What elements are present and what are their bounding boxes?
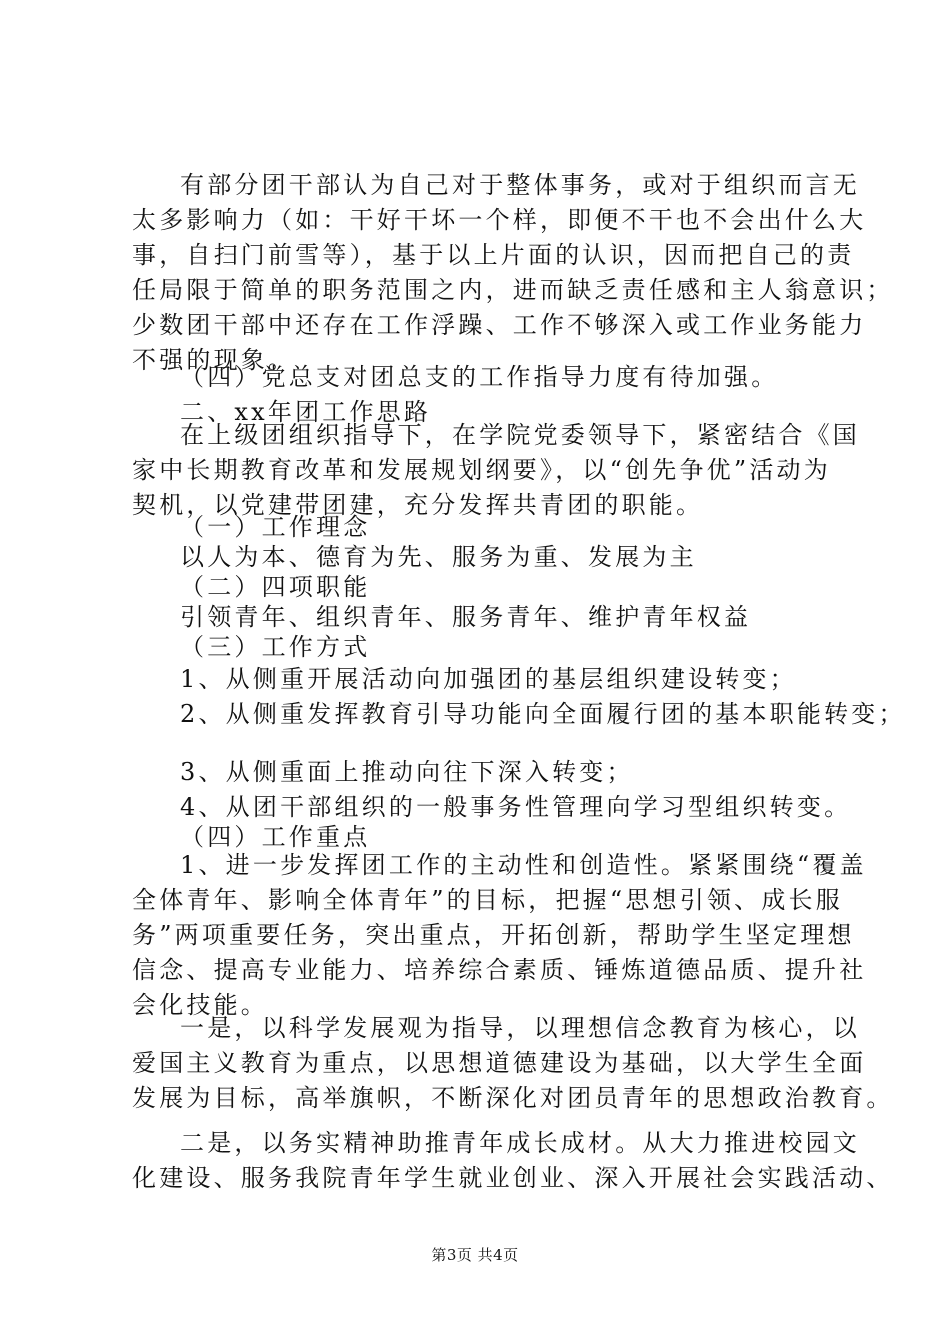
paragraph-line: 一是，以科学发展观为指导，以理想信念教育为核心，以 [180,1014,860,1042]
paragraph-line: 太多影响力（如：干好干坏一个样，即便不干也不会出什么大 [132,206,867,234]
paragraph-line: 在上级团组织指导下，在学院党委领导下，紧密结合《国 [180,421,860,449]
paragraph-line: 事，自扫门前雪等），基于以上片面的认识，因而把自己的责 [132,241,855,269]
subheading: （三）工作方式 [180,633,371,661]
subheading: （一）工作理念 [180,513,371,541]
paragraph-line: 会化技能。 [132,991,268,1019]
paragraph-line: 发展为目标，高举旗帜，不断深化对团员青年的思想政治教育。 [132,1084,894,1112]
page-footer: 第3页 共4页 [431,1246,519,1264]
list-item: 2、从侧重发挥教育引导功能向全面履行团的基本职能转变； [180,700,906,728]
paragraph-line: 任局限于简单的职务范围之内，进而缺乏责任感和主人翁意识； [132,276,894,304]
paragraph-line: 有部分团干部认为自己对于整体事务，或对于组织而言无 [180,171,860,199]
paragraph-line: 少数团干部中还存在工作浮躁、工作不够深入或工作业务能力 [132,311,867,339]
paragraph-line: 不强的现象。 [132,346,296,374]
list-item: 3、从侧重面上推动向往下深入转变； [180,758,634,786]
paragraph-line: 契机，以党建带团建，充分发挥共青团的职能。 [132,491,704,519]
paragraph-line: 以人为本、德育为先、服务为重、发展为主 [180,543,697,571]
paragraph-line: 信念、提高专业能力、培养综合素质、锤炼道德品质、提升社 [132,956,867,984]
paragraph-line: 化建设、服务我院青年学生就业创业、深入开展社会实践活动、 [132,1164,894,1192]
list-item: 1、从侧重开展活动向加强团的基层组织建设转变； [180,665,797,693]
section-heading: 二、xx年团工作思路 [180,398,432,426]
paragraph-line: 全体青年、影响全体青年”的目标，把握“思想引领、成长服 [132,886,843,914]
paragraph-line: 家中长期教育改革和发展规划纲要》，以“创先争优”活动为 [132,456,831,484]
subheading: （四）工作重点 [180,823,371,851]
paragraph-line: 二是，以务实精神助推青年成长成材。从大力推进校园文 [180,1129,860,1157]
paragraph-line: 务”两项重要任务，突出重点，开拓创新，帮助学生坚定理想 [132,921,855,949]
paragraph-line: 引领青年、组织青年、服务青年、维护青年权益 [180,603,752,631]
paragraph-line: 1、进一步发挥团工作的主动性和创造性。紧紧围绕“覆盖 [180,851,867,879]
subheading: （二）四项职能 [180,573,371,601]
paragraph-line: 爱国主义教育为重点，以思想道德建设为基础，以大学生全面 [132,1049,867,1077]
subheading: （四）党总支对团总支的工作指导力度有待加强。 [180,363,779,391]
list-item: 4、从团干部组织的一般事务性管理向学习型组织转变。 [180,793,852,821]
